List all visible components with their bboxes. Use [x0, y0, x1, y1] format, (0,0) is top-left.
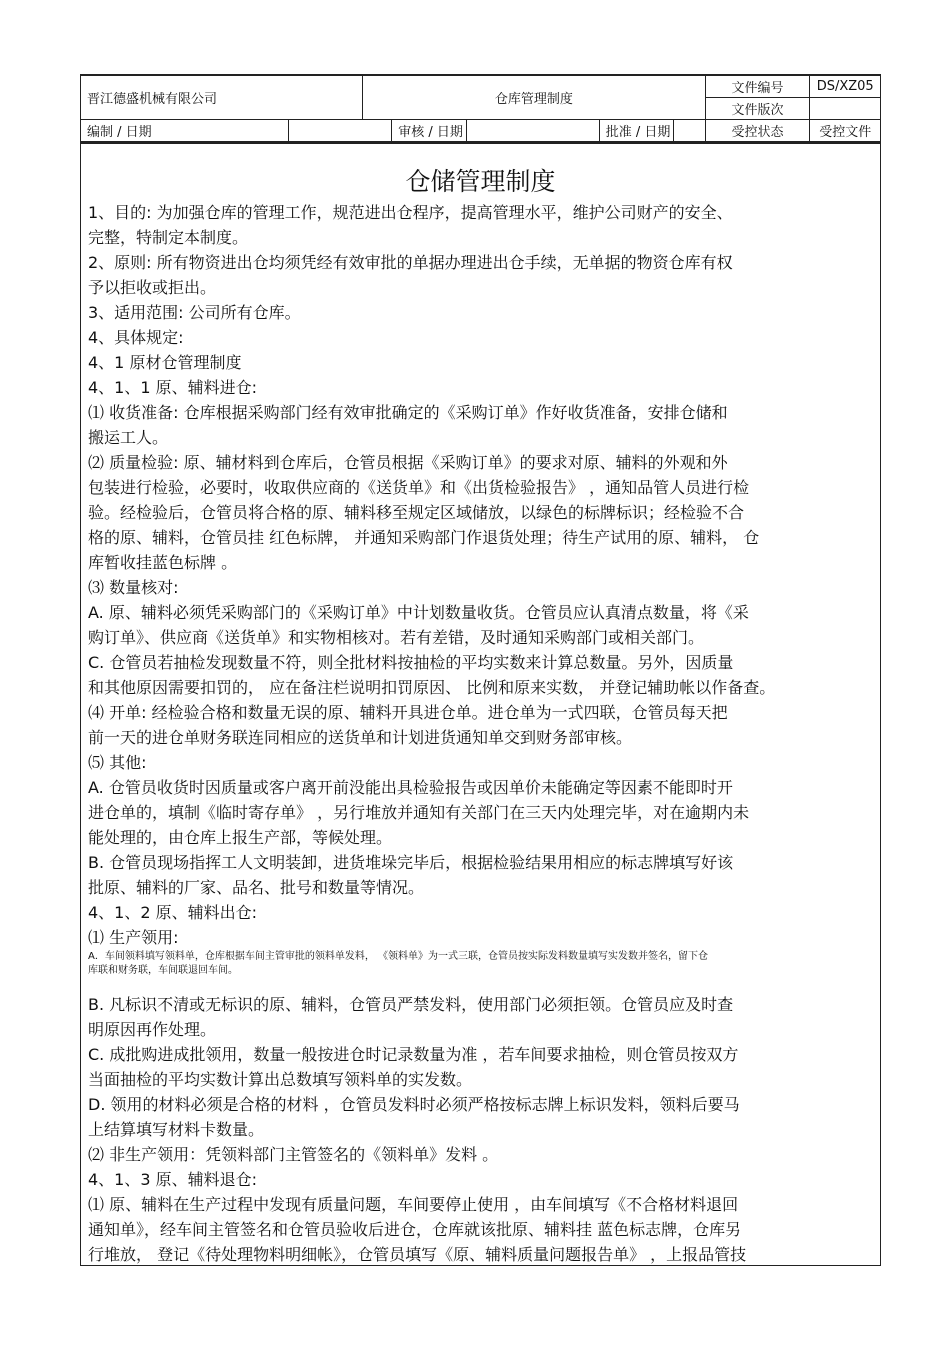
body-line: ⑴ 生产领用: — [88, 928, 179, 947]
body-line: 4、具体规定: — [88, 328, 184, 347]
company-name: 晋江德盛机械有限公司 — [81, 76, 363, 120]
body-line: 4、1、2 原、辅料出仓: — [88, 903, 258, 922]
control-status-label: 受控状态 — [705, 120, 810, 142]
body-line: C. 仓管员若抽检发现数量不符，则全批材料按抽检的平均实数来计算总数量。另外，因质量 — [88, 653, 734, 672]
body-line: ⑷ 开单: 经检验合格和数量无误的原、辅料开具进仓单。进仓单为一式四联，仓管员每天把 — [88, 703, 728, 722]
spacer — [88, 978, 874, 992]
control-status-value: 受控文件 — [810, 120, 881, 142]
body-line: 和其他原因需要扣罚的， 应在备注栏说明扣罚原因、 比例和原来实数， 并登记辅助帐以作备查。 — [88, 678, 776, 697]
body-line: 验。经检验后，仓管员将合格的原、辅料移至规定区域储放，以绿色的标牌标识；经检验不合 — [88, 503, 745, 522]
body-line: 通知单》，经车间主管签名和仓管员验收后进仓，仓库就该批原、辅料挂 蓝色标志牌，仓库另 — [88, 1220, 742, 1239]
body-line: ⑵ 非生产领用：凭领料部门主管签名的《领料单》发料 。 — [88, 1145, 499, 1164]
body-line: ⑴ 原、辅料在生产过程中发现有质量问题，车间要停止使用 ，由车间填写《不合格材料退回 — [88, 1195, 739, 1214]
approved-label: 批准 / 日期 — [599, 120, 674, 142]
body-line: 库联和财务联，车间联退回车间。 — [88, 965, 238, 976]
body-line: 行堆放， 登记《待处理物料明细帐》，仓管员填写《原、辅料质量问题报告单》 ，上报品管技 — [88, 1245, 747, 1264]
body-line: ⑴ 收货准备: 仓库根据采购部门经有效审批确定的《采购订单》作好收货准备，安排仓储和 — [88, 403, 728, 422]
body-line: 包装进行检验，必要时，收取供应商的《送货单》和《出货检验报告》 ，通知品管人员进行检 — [88, 478, 750, 497]
body-line: 明原因再作处理。 — [88, 1020, 217, 1039]
body-line: 予以拒收或拒出。 — [88, 278, 217, 297]
body-line: D. 领用的材料必须是合格的材料 ，仓管员发料时必须严格按标志牌上标识发料，领料后要马 — [88, 1095, 740, 1114]
doc-number-value: DS/XZ05 — [810, 76, 881, 98]
body-line: A．车间领料填写领料单，仓库根据车间主管审批的领料单发料， 《领料单》为一式三联，仓管员按实际发料数量填写实发数并签名，留下仓 — [88, 951, 709, 962]
reviewed-label: 审核 / 日期 — [392, 120, 467, 142]
document-title: 仓储管理制度 — [405, 167, 556, 196]
body-line: B. 仓管员现场指挥工人文明装卸，进货堆垛完毕后，根据检验结果用相应的标志牌填写好该 — [88, 853, 734, 872]
doc-version-label: 文件版次 — [705, 98, 810, 120]
body-line: 2、原则: 所有物资进出仓均须凭经有效审批的单据办理进出仓手续，无单据的物资仓库有权 — [88, 253, 733, 272]
body-line: A. 仓管员收货时因质量或客户离开前没能出具检验报告或因单价未能确定等因素不能即时开 — [88, 778, 733, 797]
prepared-label: 编制 / 日期 — [81, 120, 289, 142]
body-line: 前一天的进仓单财务联连同相应的送货单和计划进货通知单交到财务部审核。 — [88, 728, 633, 747]
body-line: 完整，特制定本制度。 — [88, 228, 249, 247]
body-line: A. 原、辅料必须凭采购部门的《采购订单》中计划数量收货。仓管员应认真清点数量，将《采 — [88, 603, 749, 622]
body-line: 能处理的，由仓库上报生产部，等候处理。 — [88, 828, 393, 847]
body-line: 批原、辅料的厂家、品名、批号和数量等情况。 — [88, 878, 425, 897]
body-line: 购订单》、供应商《送货单》和实物相核对。若有差错，及时通知采购部门或相关部门。 — [88, 628, 705, 647]
body-line: ⑵ 质量检验: 原、辅材料到仓库后，仓管员根据《采购订单》的要求对原、辅料的外观和外 — [88, 453, 728, 472]
body-line: 进仓单的，填制《临时寄存单》 ，另行堆放并通知有关部门在三天内处理完毕，对在逾期内未 — [88, 803, 750, 822]
body-line: B. 凡标识不清或无标识的原、辅料，仓管员严禁发料，使用部门必须拒领。仓管员应及时查 — [88, 995, 734, 1014]
body-line: ⑶ 数量核对: — [88, 578, 179, 597]
body-line: 搬运工人。 — [88, 428, 169, 447]
body-line: 格的原、辅料，仓管员挂 红色标牌， 并通知采购部门作退货处理；待生产试用的原、辅料， 仓 — [88, 528, 760, 547]
body-line: C. 成批购进成批领用，数量一般按进仓时记录数量为准 ，若车间要求抽检，则仓管员按双方 — [88, 1045, 739, 1064]
body-line: 1、目的: 为加强仓库的管理工作，规范进出仓程序，提高管理水平，维护公司财产的安全、 — [88, 203, 733, 222]
body-line: 当面抽检的平均实数计算出总数填写领料单的实发数。 — [88, 1070, 473, 1089]
body-line: 库暂收挂蓝色标牌 。 — [88, 553, 238, 572]
header-title: 仓库管理制度 — [363, 76, 705, 120]
document-body — [88, 200, 874, 1267]
body-line: 4、1 原材仓管理制度 — [88, 353, 242, 372]
body-line: 上结算填写材料卡数量。 — [88, 1120, 265, 1139]
body-line: 4、1、3 原、辅料退仓: — [88, 1170, 258, 1189]
body-line: 4、1、1 原、辅料进仓: — [88, 378, 258, 397]
doc-number-label: 文件编号 — [705, 76, 810, 98]
body-line: ⑸ 其他: — [88, 753, 147, 772]
body-line: 3、适用范围: 公司所有仓库。 — [88, 303, 301, 322]
